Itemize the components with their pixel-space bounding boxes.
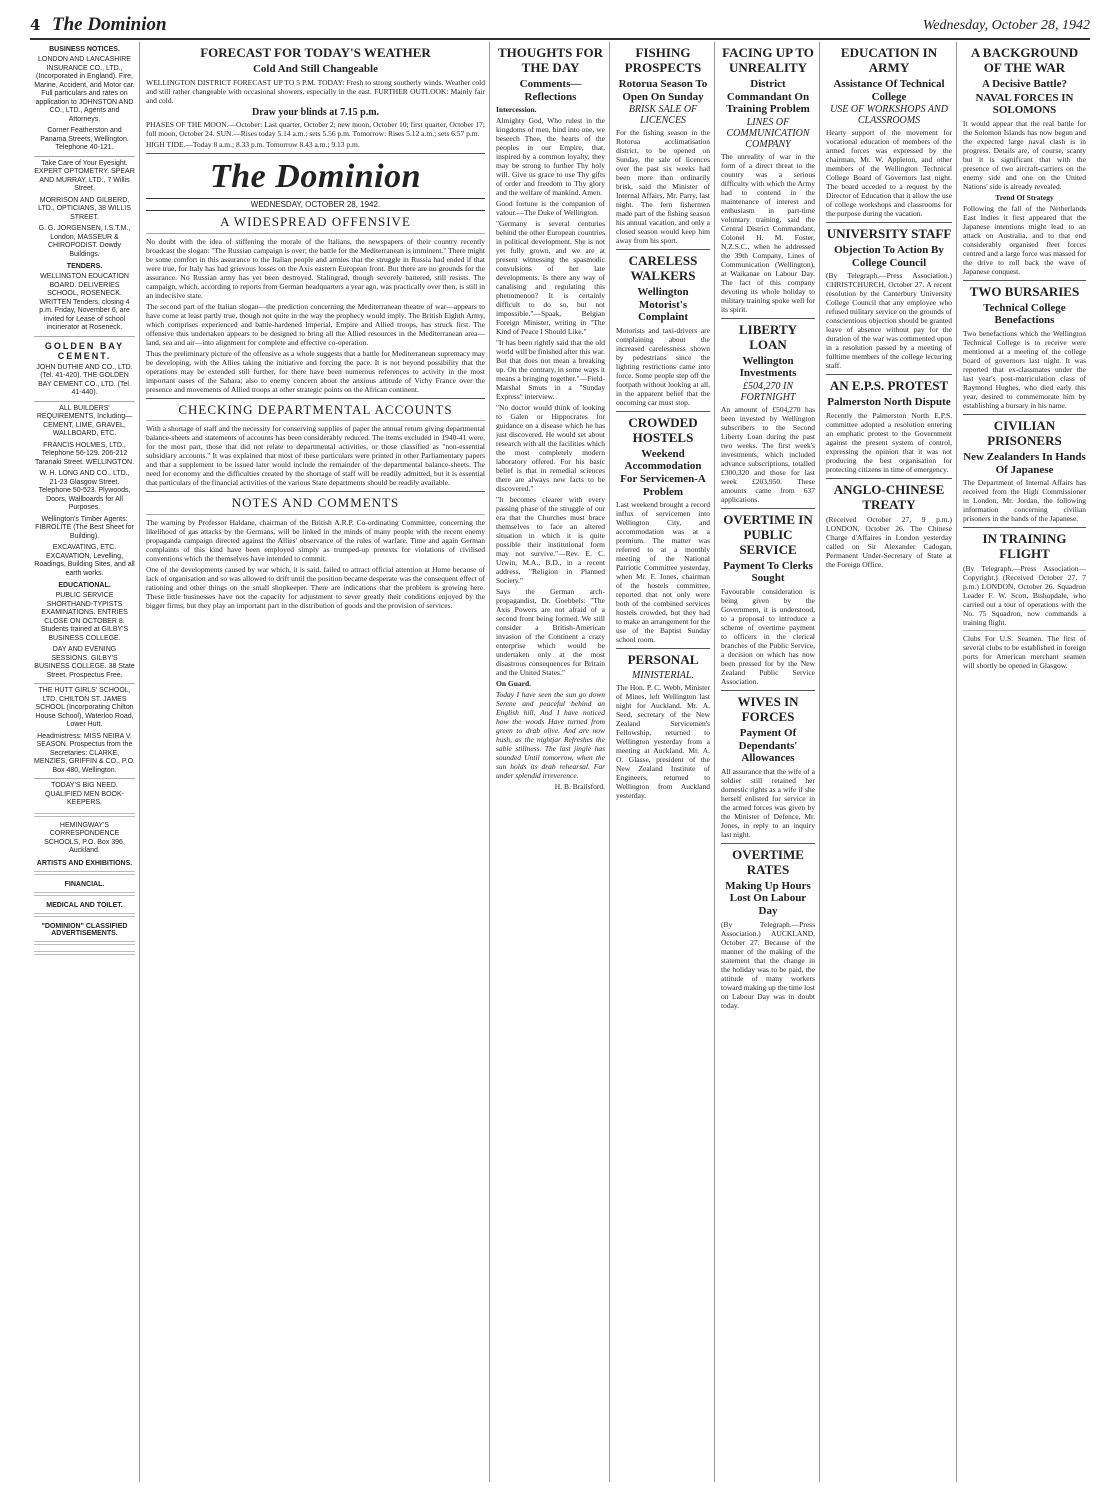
medical-heading: MEDICAL AND TOILET. xyxy=(46,901,123,909)
thoughts-label: Intercession. xyxy=(496,105,537,115)
column-news-c xyxy=(822,42,957,1482)
training-title: IN TRAINING FLIGHT xyxy=(982,531,1067,562)
ad-fibrolite: Wellington's Timber Agents: FIBROLITE (The Best Sheet for Building). xyxy=(35,515,134,540)
background-text: It would appear that the real battle for the Solomon Islands has now begun and the expected large naval clash is in progress. Details are, of course, scanty but it is significant that with the presence of two aircraft-carriers on the enemy side and one on the United Nations' side is already revealed. xyxy=(963,118,1086,191)
column-news-a xyxy=(612,42,715,1482)
ad-todays-big-need: TODAY'S BIG NEED. QUALIFIED MEN BOOK-KEEPERS. xyxy=(45,782,124,806)
ad-gilby: DAY AND EVENING SESSIONS. GILBY'S BUSINESS COLLEGE. 38 State Street. Prospectus Free. xyxy=(34,646,135,679)
treaty-text: (Received October 27, 9 p.m.) LONDON, October 26. The Chinese Charge d'Affaires in London yesterday called on Sir Alexander Cadogan, Permanent Under-Secretary of State at the Foreign Office. xyxy=(826,514,952,569)
trend-label: Trend Of Strategy xyxy=(995,192,1054,202)
editorial-paragraph-3: Thus the preliminary picture of the offensive as a whole suggests that a battle for Mediterranean supremacy may be developing, with the Allies taking the initiative and forcing the pace. It is not beyond possibility that the operations may be extended still further, for there have been numerous references to activity in the most important oases of the Sahara; also to enemy concern about the anxious attitude of Vichy France over the presence and movements of Allied troops at other strategic points on the African continent. xyxy=(146,348,485,394)
thoughts-subtitle: Comments—Reflections xyxy=(519,77,582,103)
education-subtitle: Assistance Of Technical College xyxy=(833,77,945,103)
ad-educational: PUBLIC SERVICE SHORTHAND-TYPISTS EXAMINATIONS. ENTRIES CLOSE ON OCTOBER 8. Students trained at GILBY'S BUSINESS COLLEGE. xyxy=(40,592,129,642)
editorial-paragraph-1: No doubt with the idea of stiffening the morale of the Italians, the newspapers of their country recently broadcast the slogan: "The Russian campaign is over; the battle for the Mediterranean is imminent." There might be some comfort in this assurance to the Italian people and armies that the struggle in Russia had ended if that were true, for Italy has had grievous losses on the Axis eastern European front. But there are no grounds for the assurance. No Russian army has yet been destroyed. Stalingrad, though severely battered, still resists. The campaign, which, according to reports from German headquarters a year ago, was practically over then, is still in an indecisive state. xyxy=(146,236,485,300)
flag-date: WEDNESDAY, OCTOBER 28, 1942. xyxy=(146,198,485,211)
careless-title: CARELESS WALKERS xyxy=(628,253,698,284)
moon-phases: PHASES OF THE MOON.—October: Last quarter, October 2; new moon, October 10; first quarter, October 17; full moon, October 24. SUN.—Rises today 5.14 a.m.; sets 5.56 p.m. Tomorrow: Rises 5.12 a.m.; sets 6.57 p.m. xyxy=(146,119,485,138)
thoughts-paragraph-2: "Germany is several centuries behind the other European countries in political development. She is not yet fully grown, and we are at present witnessing the spasmodic convulsions of her late developments. Is there any way of canalising and regulating this phenomenon? It is certainly difficult to do so, but not impossible."—Spaak, Belgian Foreign Minister, writing in "The Kind of Peace I Should Like." xyxy=(496,219,605,337)
notes-comments-title: NOTES AND COMMENTS xyxy=(231,495,400,511)
editorial-paragraph-2: The second part of the Italian slogan—the prediction concerning the Mediterranean theatre of war—appears to have come at least partly true, though not quite in the way the prophecy would imply. The British Eighth Army, which comprises experienced and battle-hardened Imperial, Empire and Allied troops, has struck first. The offensive thus undertaken appears to be designed to bring all the Allied resources in the Mediterranean area—land, sea and air—into alignment for complete and effective co-operation. xyxy=(146,301,485,347)
liberty-title: LIBERTY LOAN xyxy=(738,321,798,352)
poem-text: Today I have seen the sun go down Serene and peaceful behind an English hill, And I have noticed how the woods Have turned from green to drab olive. And are now hush, as the nightjar Refreshes the sable stillness. The last jingle has sounded Until tomorrow, when the sun holds its drab rehearsal. Far under splendid irreverence. xyxy=(496,690,605,781)
checking-accounts-text: With a shortage of staff and the necessity for conserving supplies of paper the annual return giving departmental balance-sheets and statements of accounts has been considerably reduced. The items excluded in 1940-41 were, for the most part, those that did not relate to departmental activities, or those classified as "non-essential subsidiary accounts." It was explained that most of these particulars were printed in other Parliamentary papers and that a supplement to be issued later would include the remainder of the departmental balance-sheets. The need for economy and the difficulties created by the shortage of staff will be readily admitted, but it is essential that particulars of the financial activities of the various State departments should be readily available. xyxy=(146,424,485,488)
thoughts-paragraph-4: "No doctor would think of looking to Galen or Hippocrates for guidance on a disease which he has just discovered. He would set about research with all the facilities which the most completely modern laboratory offered. For his basic belief is that in remedial sciences there are always new facts to be discovered." xyxy=(496,403,605,494)
ad-builders: ALL BUILDERS' REQUIREMENTS, Including— CEMENT, LIME, GRAVEL, WALLBOARD, ETC. xyxy=(36,404,133,437)
wives-text: All assurance that the wife of a soldier still retained her domestic rights as a wife if she herself enlisted for service in the armed forces was given by the Minister of Defence, Mr. Jones, in reply to an inquiry last night. xyxy=(721,766,815,839)
facing-subtitle: District Commandant On Training Problem xyxy=(726,77,810,116)
fishing-title: FISHING PROSPECTS xyxy=(624,45,702,75)
ad-hutt-school: THE HUTT GIRLS' SCHOOL, LTD. CHILTON ST. JAMES SCHOOL (Incorporating Chilton House School), Waterloo Road, Lower Hutt. xyxy=(35,687,134,728)
business-notices-heading: BUSINESS NOTICES. xyxy=(49,46,120,53)
background-subtitle-2: NAVAL FORCES IN SOLOMONS xyxy=(975,91,1074,117)
overtime-title: OVERTIME IN PUBLIC SERVICE xyxy=(723,511,813,557)
thoughts-quote-1: Good fortune is the companion of valour.—The Duke of Wellington. xyxy=(496,199,605,218)
thoughts-paragraph-5: "It becomes clearer with every passing phase of the struggle of our era that the Churches must brace themselves to face an altered situation in which it is quite possible their institutional form may not survive."—Rev. E. C. Urwin, M.A., B.D., in a recent address, "Religion in Planned Society." xyxy=(496,495,605,586)
financial-heading: FINANCIAL. xyxy=(64,880,105,888)
university-title: UNIVERSITY STAFF xyxy=(826,226,952,242)
liberty-text: An amount of £504,270 has been invested by Wellington subscribers to the Second Liberty Loan during the past two weeks. The first week's investments, which included advance subscriptions, totalled £300,320 and those for last week £203,950. These amounts came from 637 applications. xyxy=(721,404,815,504)
notes-paragraph-1: The warning by Professor Haldane, chairman of the British A.R.P. Co-ordinating Committee, concerning the likelihood of gas attacks by the Germans, will be linked in the minds of many people with the recent enemy propaganda campaign directed against the Allies' observance of the rules of warfare. Time and again German complaints of this kind have been employed simply as trumped-up pretexts for violations of civilised conventions which the themselves have intended to commit. xyxy=(146,518,485,564)
liberty-subtitle-2: £504,270 IN FORTNIGHT xyxy=(740,380,796,403)
ad-hemingway: HEMINGWAY'S CORRESPONDENCE SCHOOLS, P.O. Box 396, Auckland. xyxy=(44,821,125,854)
artists-heading: ARTISTS AND EXHIBITIONS. xyxy=(36,859,133,867)
bursaries-subtitle: Technical College Benefactions xyxy=(983,301,1066,327)
ad-headmistress: Headmistress: MISS NEIRA V. SEASON. Prospectus from the Secretaries: CLARKE, MENZIES, GRIFFIN & CO., P.O. Box 480, Wellington. xyxy=(34,732,135,774)
eps-subtitle: Palmerston North Dispute xyxy=(827,396,951,409)
university-subtitle: Objection To Action By College Council xyxy=(834,244,944,269)
thoughts-paragraph-6: Says the German arch-propagandist, Dr. Goebbels: "The Axis Powers are not afraid of a second front being formed. We still consider a British-American invasion of the Continent a crazy enterprise which would be undertaken only at the most disastrous consequences for Britain and the United States." xyxy=(496,587,605,678)
weather-subtitle: Cold And Still Changeable xyxy=(252,62,378,75)
background-subtitle: A Decisive Battle? xyxy=(982,77,1067,90)
ad-excavating: EXCAVATING, ETC. EXCAVATION, Levelling, Roadings, Building Sites, and all earth works. xyxy=(34,544,135,577)
ad-masseur: G. G. JORGENSEN, I.S.T.M., London, MASSEUR & CHIROPODIST. Dowdy Buildings. xyxy=(38,225,131,258)
thoughts-title: THOUGHTS FOR THE DAY xyxy=(497,45,604,75)
editorial-title: A WIDESPREAD OFFENSIVE xyxy=(220,213,411,229)
education-title: EDUCATION IN ARMY xyxy=(840,45,938,75)
ad-tenders: WELLINGTON EDUCATION BOARD. DELIVERIES SCHOOL, ROSENECK. WRITTEN Tenders, closing 4 p.m. Friday, November 6, are invited for Lease of school incinerator at Roseneck. xyxy=(39,273,130,331)
poem-author: H. B. Brailsford. xyxy=(554,782,605,792)
crowded-text: Last weekend brought a record influx of servicemen into Wellington City, and accommodation was at a premium. The matter was referred to at a monthly meeting of the National Patriotic Committee yesterday, when Mr. F. Jones, chairman of the hostels committee, reported that not only were both of the combined services hostels crowded, but they had to make an arrangement for the use of the Baptist Sunday school room. xyxy=(616,500,710,645)
rates-subtitle: Making Up Hours Lost On Labour Day xyxy=(725,879,811,917)
blinds-time: Draw your blinds at 7.15 p.m. xyxy=(251,106,380,118)
careless-text: Motorists and taxi-drivers are complaining about the increased carelessness shown by pedestrians since the lighting restrictions came into force. Some people step off the footpath without looking at all, in the apparent belief that the oncoming car must stop. xyxy=(616,325,710,407)
checking-accounts-title: CHECKING DEPARTMENTAL ACCOUNTS xyxy=(178,401,453,417)
eps-title: AN E.P.S. PROTEST xyxy=(829,378,949,394)
educational-heading: EDUCATIONAL. xyxy=(58,582,111,589)
trend-text: Following the fall of the Netherlands East Indies it first appeared that the Japanese intentions might lead to an attack on Australia, and to that end considerably organised fleet forces centred and a large force was massed for the drive to roll back the wave of Japanese conquest. xyxy=(963,203,1086,276)
civilian-title: CIVILIAN PRISONERS xyxy=(987,418,1062,448)
column-advertisements xyxy=(30,42,140,1482)
page-number: 4 xyxy=(30,16,41,34)
column-news-b xyxy=(717,42,820,1482)
tenders-heading: TENDERS. xyxy=(66,263,103,270)
crowded-subtitle: Weekend Accommodation For Servicemen-A Problem xyxy=(620,447,706,498)
ad-golden-bay: GOLDEN BAY CEMENT. xyxy=(44,340,125,361)
civilian-text: The Department of Internal Affairs has received from the High Commissioner in London, Mr. Jordan, the following information concerning civilian prisoners in the hands of the Japanese. xyxy=(963,478,1086,524)
background-title: A BACKGROUND OF THE WAR xyxy=(970,45,1079,75)
newspaper-flag: The Dominion xyxy=(210,157,421,195)
weather-title: FORECAST FOR TODAY'S WEATHER xyxy=(200,45,431,60)
facing-subtitle-2: LINES OF COMMUNICATION COMPANY xyxy=(726,116,810,150)
ad-opticians: MORRISON AND GILBERD, LTD., OPTICIANS, 38 WILLIS STREET. xyxy=(38,196,131,221)
eps-text: Recently the Palmerston North E.P.S. committee adopted a resolution entering an emphatic protest to the Government against the present system of control, expressing the opinion that it was not producing the best organisation for protecting citizens in time of emergency. xyxy=(826,410,952,474)
fishing-subtitle-2: BRISK SALE OF LICENCES xyxy=(628,104,698,127)
facing-text: The unreality of war in the form of a direct threat to the country was a serious difficulty with which the Army had to contend in the maintenance of interest and enthusiasm in part-time voluntary training, said the Central District Commandant, Colonel H. M. Foster, N.Z.S.C., when he addressed the 39th Company, Lines of Communication (Wellington), at Waikanae on Labour Day. The fact of this company devoting its whole holiday to military training spoke well for its spirit. xyxy=(721,151,815,314)
notes-paragraph-2: One of the developments caused by war which, it is said, failed to attract official attention at Home because of lack of organisation and so was allowed to drift until the position became desperate was the consequent effect of rationing and other things on the small shopkeeper. There are indications that the problem is growing here. These little businesses have not the capacity for adjustment to sever greatly their conditions enjoyed by the bigger firms, but they play an important part in the distribution of goods and the provision of services. xyxy=(146,565,485,611)
crowded-title: CROWDED HOSTELS xyxy=(628,414,698,445)
education-text: Hearty support of the movement for vocational education of members of the armed forces was expressed by the chairman, Mr. W. Appleton, and other members of the Wellington Technical College Board of Governors last night. The board acceded to a request by the Director of Education that it allow the use of college workshops and classrooms for the purpose during the vacation. xyxy=(826,128,953,219)
ad-optometry: Take Care of Your Eyesight. EXPERT OPTOMETRY. SPEAR AND MURRAY, LTD., 7 Willis Street. xyxy=(34,159,135,192)
page-header xyxy=(30,16,1090,40)
liberty-subtitle: Wellington Investments xyxy=(739,354,797,380)
column-editorial xyxy=(142,42,490,1482)
ad-golden-bay-agents: JOHN DUTHIE AND CO., LTD. (Tel. 41-420). THE GOLDEN BAY CEMENT CO., LTD. (Tel. 41-440). xyxy=(36,363,133,396)
careless-subtitle: Wellington Motorist's Complaint xyxy=(637,286,689,324)
wives-subtitle: Payment Of Dependants' Allowances xyxy=(738,726,798,765)
ad-francis-holmes: FRANCIS HOLMES, LTD., Telephone 56-129. 206-212 Taranaki Street. WELLINGTON. xyxy=(34,441,135,466)
personal-label: MINISTERIAL. xyxy=(632,670,694,682)
education-subtitle-2: USE OF WORKSHOPS AND CLASSROOMS xyxy=(830,104,948,127)
bursaries-title: TWO BURSARIES xyxy=(969,283,1080,299)
thoughts-prayer: Almighty God, Who rulest in the kingdoms of men, bind into one, we beseech Thee, the hearts of the peoples in our Empire, that, inspired by a common loyalty, they may be strong to further Thy holy will. Give us grace to use Thy gifts of order and freedom to Thy glory and the welfare of mankind. Amen. xyxy=(496,116,605,198)
clubs-text: Clubs For U.S. Seamen. The first of several clubs to be established in foreign ports for American merchant seamen will shortly be opened in Glasgow. xyxy=(963,634,1086,671)
weather-forecast: WELLINGTON DISTRICT FORECAST UP TO 5 P.M. TODAY: Fresh to strong southerly winds. Weather cold and still rather changeable with occasional showers, especially in the east. FURTHER OUTLOOK: Mainly fair and cold. xyxy=(146,77,485,105)
personal-text: The Hon. P. C. Webb, Minister of Mines, left Wellington last night for Auckland. Mr. A. Seed, secretary of the New Zealand Servicemen's Fellowship, returned to Wellington yesterday from a meeting at Auckland. Mr. A. O. Glasse, president of the New Zealand Institute of Engineers, returned to Wellington from Auckland yesterday. xyxy=(616,683,710,801)
ad-insurance: LONDON AND LANCASHIRE INSURANCE CO., LTD., (Incorporated in England). Fire, Marine, Accident, and Motor car. Full particulars and rates on application to JOHNSTON AND CO., LTD., Agents and Attorneys. xyxy=(34,56,135,123)
overtime-subtitle: Payment To Clerks Sought xyxy=(723,559,813,585)
facing-title: FACING UP TO UNREALITY xyxy=(722,45,814,75)
civilian-subtitle: New Zealanders In Hands Of Japanese xyxy=(963,450,1086,476)
treaty-title: ANGLO-CHINESE TREATY xyxy=(833,481,945,512)
ad-address: Corner Featherston and Panama Streets, Wellington. Telephone 40-121. xyxy=(40,127,129,151)
overtime-text: Favourable consideration is being given by the Government, it is understood, to a proposal to introduce a scheme of overtime payment to officers in the clerical branches of the Public Service, a decision on which has now been pressed for by the New Zealand Public Service Association. xyxy=(721,587,815,687)
fishing-text: For the fishing season in the Rotorua acclimatisation district, to be opened on Sunday, the sale of licences over the past six weeks had been more than ordinarily brisk, said the Minister of Internal Affairs, Mr. Parry, last night. The fern fishermen made part of the fishing season his annual vacation, and only a closed season would keep him away from his sport. xyxy=(616,128,710,246)
rates-text: (By Telegraph.—Press Association.) AUCKLAND, October 27. Because of the manner of the making of the statement that the change in the holiday was to be paid, the attitude of many workers toward making up the time lost on Labour Day was in doubt today. xyxy=(721,919,815,1010)
university-text: (By Telegraph.—Press Association.) CHRISTCHURCH, October 27. A recent resolution by the Canterbury University College Council that any employee who refused military service on the grounds of conscientious objection should be granted leave of absence without pay for the duration of the war was commented upon in a resolution passed by a meeting of fulltime members of the college lecturing staff. xyxy=(826,271,952,371)
wives-title: WIVES IN FORCES xyxy=(737,694,799,724)
bursaries-text: Two benefactions which the Wellington Technical College is to receive were mentioned at a meeting of the college board of governors last night. It was reported that ex-classmates under the last year's post-matriculation class of Raymond Hughes, who died early this year, desired to commemorate him by establishing a bursary in his name. xyxy=(963,329,1086,411)
column-thoughts xyxy=(492,42,610,1482)
ad-long: W. H. LONG AND CO., LTD., 21-23 Glasgow Street. Telephone 50-523. Plywoods, Doors, Wallboards for All Purposes. xyxy=(38,470,131,511)
page-date: Wednesday, October 28, 1942 xyxy=(922,18,1090,33)
training-text: (By Telegraph.—Press Association—Copyright.) (Received October 27, 7 p.m.) LONDON, October 26. Squadron Leader F. W. Scott, Bishopdale, who carried out a tour of operations with the No. 75 Squadron, now commands a training flight. xyxy=(963,564,1086,628)
column-news-d xyxy=(959,42,1090,1482)
fishing-subtitle: Rotorua Season To Open On Sunday xyxy=(618,77,708,103)
masthead: The Dominion xyxy=(52,14,167,35)
personal-title: PERSONAL xyxy=(627,652,699,668)
thoughts-paragraph-3: "It has been rightly said that the old world will be finished after this war. But that does not mean a breaking up. On the contrary, in some ways it means a bringing together."—Field-Marshal Smuts in a "Sunday Express" interview. xyxy=(496,338,605,402)
poem-label: On Guard. xyxy=(496,679,532,689)
rates-title: OVERTIME RATES xyxy=(732,846,804,877)
classified-heading: "DOMINION" CLASSIFIED ADVERTISEMENTS. xyxy=(41,922,128,937)
high-tide: HIGH TIDE.—Today 8 a.m.; 8.33 p.m. Tomorrow 8.43 a.m.; 9.13 p.m. xyxy=(146,139,360,149)
